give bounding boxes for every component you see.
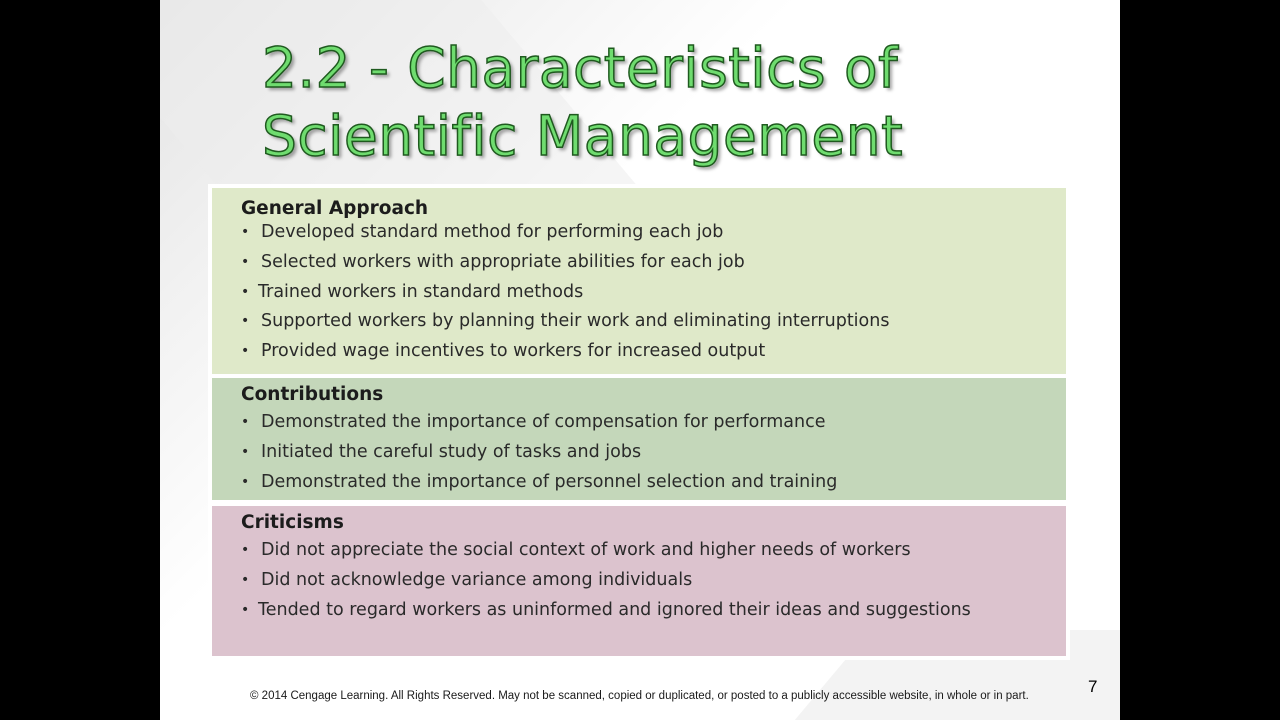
slide-title-line-1: 2.2 - Characteristics of (262, 36, 898, 100)
list-item-text: Did not appreciate the social context of work and higher needs of workers (261, 540, 911, 560)
list-item-text: Demonstrated the importance of personnel selection and training (261, 471, 838, 492)
bullet-list (241, 536, 1066, 625)
bullet-icon: • (241, 283, 250, 300)
list-item (241, 536, 1066, 566)
section-contributions (212, 378, 1066, 500)
list-item-text: Supported workers by planning their work and eliminating interruptions (261, 311, 890, 332)
section-general-approach (212, 188, 1066, 374)
list-item (241, 278, 1066, 308)
bullet-icon: • (241, 473, 250, 490)
list-item (241, 566, 1066, 596)
section-heading: Contributions (241, 384, 384, 405)
section-heading: Criticisms (241, 512, 344, 533)
slide-title-line-2: Scientific Management (262, 104, 904, 168)
page-number: 7 (1088, 677, 1098, 696)
copyright-footer: © 2014 Cengage Learning. All Rights Reserved. May not be scanned, copied or duplicated, or posted to a publicly accessible website, in whole or in part. (250, 690, 1029, 702)
content-table (208, 184, 1070, 660)
bullet-list (241, 408, 1066, 497)
list-item-text: Trained workers in standard methods (258, 281, 584, 302)
bullet-icon: • (241, 414, 250, 430)
list-item-text: Provided wage incentives to workers for increased output (261, 341, 766, 362)
section-heading: General Approach (241, 198, 429, 219)
list-item-text: Tended to regard workers as uninformed and ignored their ideas and suggestions (258, 599, 971, 620)
list-item-text: Initiated the careful study of tasks and jobs (261, 441, 642, 462)
bullet-list (241, 218, 1066, 367)
list-item (241, 307, 1066, 337)
slide-title (262, 34, 1082, 170)
list-item-text: Did not acknowledge variance among individuals (261, 569, 693, 590)
bullet-icon: • (241, 571, 250, 588)
bullet-icon: • (241, 253, 250, 270)
list-item-text: Selected workers with appropriate abilities for each job (261, 251, 745, 272)
list-item (241, 596, 1066, 626)
section-criticisms (212, 506, 1066, 656)
slide (160, 0, 1120, 720)
bullet-icon: • (241, 313, 250, 330)
list-item (241, 408, 1066, 438)
list-item-text: Developed standard method for performing each job (261, 222, 724, 242)
bullet-icon: • (241, 343, 250, 360)
bullet-icon: • (241, 542, 250, 558)
list-item (241, 248, 1066, 278)
list-item (241, 218, 1066, 248)
list-item (241, 438, 1066, 468)
bullet-icon: • (241, 224, 250, 240)
list-item (241, 337, 1066, 367)
bullet-icon: • (241, 601, 250, 618)
bullet-icon: • (241, 443, 250, 460)
list-item-text: Demonstrated the importance of compensation for performance (261, 412, 826, 432)
list-item (241, 468, 1066, 498)
